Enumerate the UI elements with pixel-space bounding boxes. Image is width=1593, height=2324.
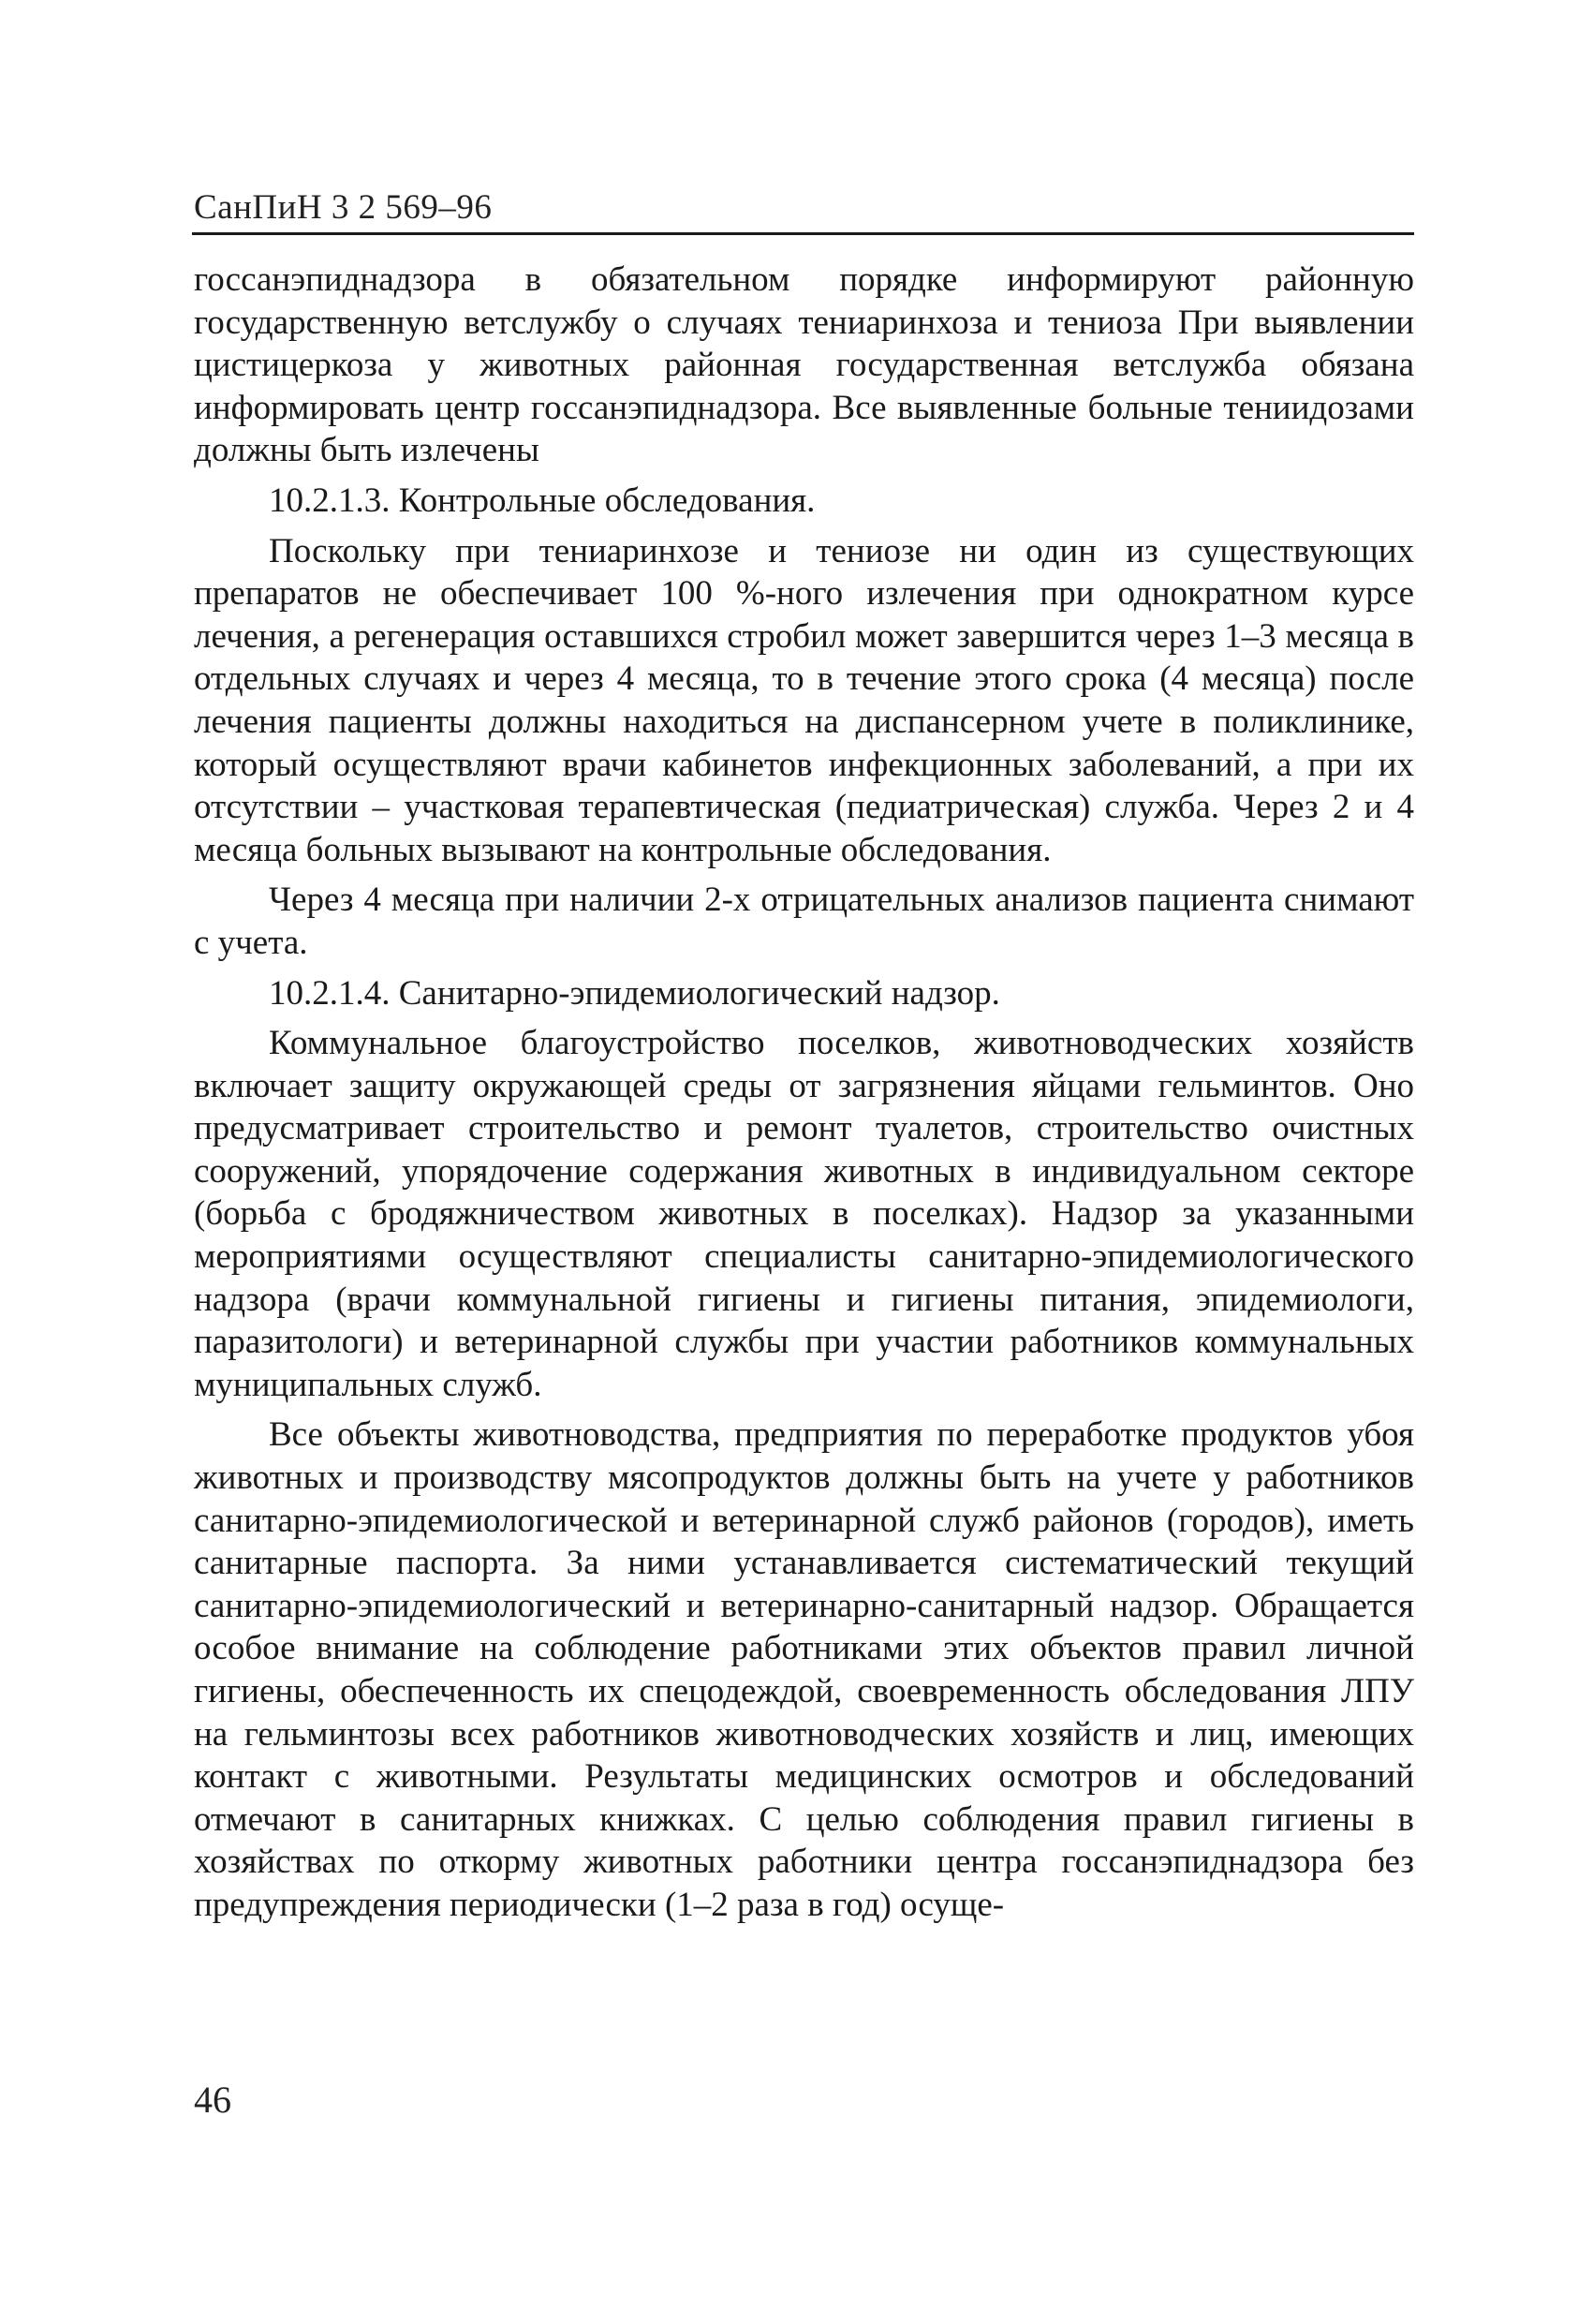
header-rule: [192, 232, 1414, 235]
running-header: СанПиН 3 2 569–96: [194, 188, 493, 227]
section-heading-10-2-1-4: 10.2.1.4. Санитарно-эпидемиологический надзор.: [269, 973, 1000, 1013]
paragraph: Через 4 месяца при наличии 2-х отрицательных анализов пациента снимают с учета.: [194, 881, 1414, 962]
paragraph: Поскольку при тениаринхозе и тениозе ни один из существующих препаратов не обеспечивает 100 %-ного излечения при однократном курсе лечения, а регенерация оставшихся стробил может завершится через 1–3 месяца в отдельных случаях и через 4 месяца, то в течение этого срока (4 месяца) после лечения пациенты должны находиться на диспансерном учете в поликлинике, который осуществляют врачи кабинетов инфекционных заболеваний, а при их отсутствии – участковая терапевтическая (педиатрическая) служба. Через 2 и 4 месяца больных вызывают на контрольные обследования.: [194, 531, 1414, 869]
page-number: 46: [194, 2079, 231, 2121]
paragraph: Коммунальное благоустройство поселков, животноводческих хозяйств включает защиту окружающей среды от загрязнения яйцами гельминтов. Оно предусматривает строительство и ремонт туалетов, строительство очистных сооружений, упорядочение содержания животных в индивидуальном секторе (борьба с бродяжничеством животных в поселках). Надзор за указанными мероприятиями осуществляют специалисты санитарно-эпидемиологического надзора (врачи коммунальной гигиены и гигиены питания, эпидемиологи, паразитологи) и ветеринарной службы при участии работников коммунальных муниципальных служб.: [194, 1024, 1414, 1404]
paragraph-continuation: госсанэпиднадзора в обязательном порядке информируют районную государственную ветслужбу о случаях тениаринхоза и тениоза При выявлении цистицеркоза у животных районная государственная ветслужба обязана информировать центр госсанэпиднадзора. Все выявленные больные тениидозами должны быть излечены: [194, 260, 1414, 470]
section-heading-10-2-1-3: 10.2.1.3. Контрольные обследования.: [269, 481, 816, 520]
paragraph: Все объекты животноводства, предприятия по переработке продуктов убоя животных и производству мясопродуктов должны быть на учете у работников санитарно-эпидемиологической и ветеринарной служб районов (городов), иметь санитарные паспорта. За ними устанавливается систематический текущий санитарно-эпидемиологический и ветеринарно-санитарный надзор. Обращается особое внимание на соблюдение работниками этих объектов правил личной гигиены, обеспеченность их спецодеждой, своевременность обследования ЛПУ на гельминтозы всех работников животноводческих хозяйств и лиц, имеющих контакт с животными. Результаты медицинских осмотров и обследований отмечают в санитарных книжках. С целью соблюдения правил гигиены в хозяйствах по откорму животных работники центра госсанэпиднадзора без предупреждения периодически (1–2 раза в год) осуще-: [194, 1415, 1414, 1924]
body-text: [194, 259, 1414, 1927]
